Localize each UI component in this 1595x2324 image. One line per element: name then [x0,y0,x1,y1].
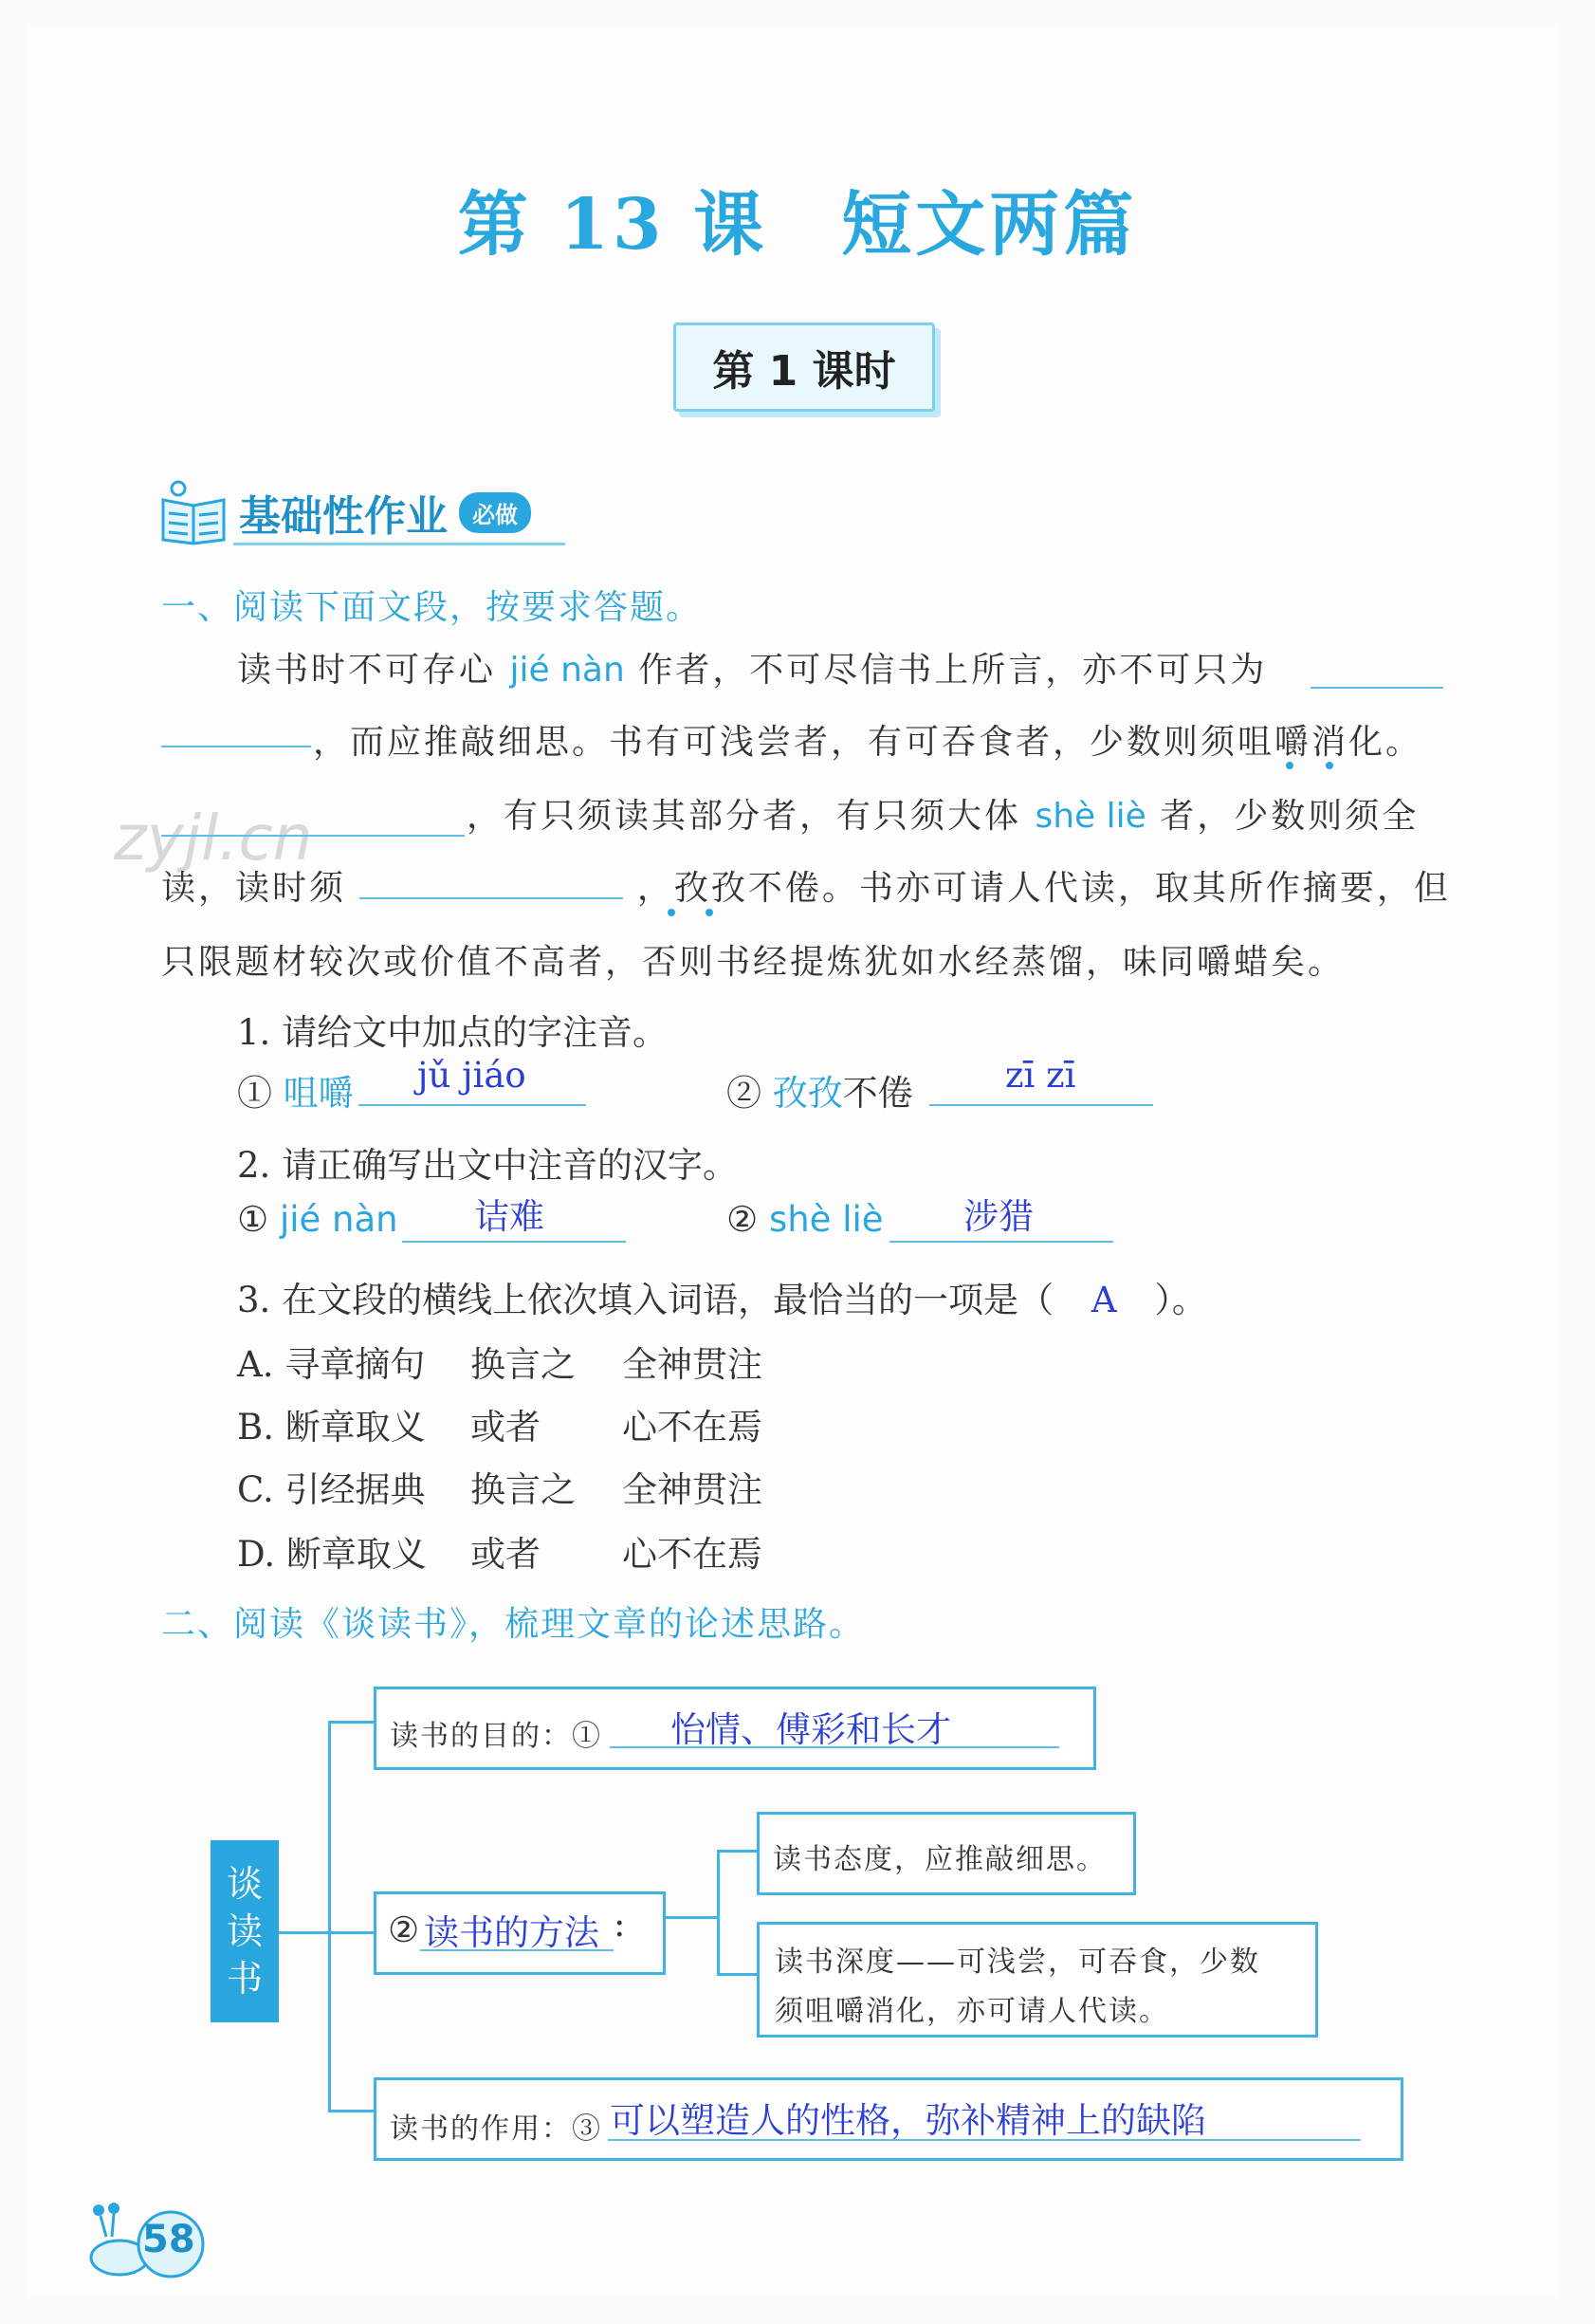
option-words: A. 寻章摘句 [237,1344,426,1385]
option-words: D. 断章取义 [237,1534,427,1575]
connector [328,2110,376,2112]
connector [328,1721,376,1724]
passage-line-4 [161,861,1451,910]
passage-text: 读书时不可存心 [237,651,497,690]
sub-question-2: 2. 请正确写出文中注音的汉字。 [237,1145,739,1186]
answer-underline [610,1703,1059,1748]
option-words: 全神贯注 [622,1344,762,1385]
target-word-rest: 不倦 [842,1073,913,1114]
connector [717,1850,759,1853]
option-words: C. 引经据典 [237,1469,426,1510]
node-text: 读书深度——可浅尝，可吞食，少数 [775,1946,1260,1979]
circle-number: ② [726,1199,759,1240]
answer-underline [608,2095,1361,2141]
page-title: 第 13 课 短文两篇 [457,184,1138,266]
option-words: 或者 [470,1407,541,1448]
book-icon [157,479,231,545]
pinyin-jienan: jié nàn [509,651,625,690]
connector [717,1850,720,1975]
pinyin-prompt: jié nàn [279,1199,398,1240]
node-method [374,1891,666,1975]
node-text: 读书态度，应推敲细思。 [773,1843,1107,1876]
page-number: 58 [142,2218,195,2261]
option-a [237,1336,762,1387]
sub1-item-b [726,1064,913,1116]
must-do-badge: 必做 [459,492,531,533]
option-words: B. 断章取义 [237,1407,426,1448]
option-words: 心不在焉 [622,1534,762,1575]
node-depth [757,1922,1318,2038]
passage-text: 读，读时须 [161,869,347,908]
connector [717,1973,759,1976]
node-label: 读书的作用：③ [390,2112,602,2146]
answer-1a: jǔ jiáo [417,1055,526,1096]
option-words: 或者 [470,1534,541,1575]
passage-line-5: 只限题材较次或价值不高者，否则书经提炼犹如水经蒸馏，味同嚼蜡矣。 [161,943,1346,982]
connector [660,1916,717,1919]
node-effect [374,2077,1403,2161]
connector [328,1931,376,1934]
page-number-badge [82,2199,224,2282]
emphasis-dot [1326,762,1333,769]
passage-text: ，孜孜不倦。书亦可请人代读，取其所作摘要，但 [636,869,1451,908]
passage-text: ，有只须读其部分者，有只须大体 [467,797,1022,836]
watermark: zyjl.cn [114,802,313,875]
circle-number: ② [726,1073,761,1114]
sub1-item-a [237,1064,354,1116]
circle-number: ① [237,1199,269,1240]
center-char: 谈 [226,1863,263,1905]
answer-2b: 涉猎 [963,1196,1034,1237]
blank-2[interactable] [161,804,465,837]
connector-trunk [328,1721,331,2112]
section-underline [233,543,565,545]
question-text: 3. 在文段的横线上依次填入词语，最恰当的一项是（ [237,1280,1054,1320]
passage-line-3 [467,789,1419,838]
question-2-heading: 二、阅读《谈读书》，梳理文章的论述思路。 [161,1605,866,1644]
sub-question-1: 1. 请给文中加点的字注音。 [237,1012,669,1053]
passage-line-1 [237,643,1267,692]
answer-1b: zī zī [1005,1055,1076,1096]
option-words: 换言之 [470,1344,576,1385]
section-header [157,479,531,545]
sub2-item-b [726,1199,884,1240]
circle-number: ① [237,1073,272,1114]
lesson-badge: 第 1 课时 [673,323,935,412]
target-word: 咀嚼 [283,1073,354,1114]
passage-text: 者，少数则须全 [1160,797,1420,836]
center-node [211,1840,279,2022]
option-c [237,1461,762,1512]
node-label: 读书的目的：① [390,1720,602,1753]
sub2-item-a [237,1199,398,1240]
pinyin-shelie: shè liè [1035,797,1146,836]
pinyin-prompt: shè liè [768,1199,884,1240]
node-text: 须咀嚼消化，亦可请人代读。 [775,1995,1169,2028]
target-word: 孜孜 [772,1073,843,1114]
emphasis-dot [706,909,713,916]
option-b [237,1398,762,1449]
option-words: 心不在焉 [622,1407,762,1448]
node-answer: 读书的方法 [424,1912,599,1953]
passage-line-2: ，而应推敲细思。书有可浅尝者，有可吞食者，少数则须咀嚼消化。 [313,723,1423,762]
emphasis-dot [1286,762,1293,769]
answer-2a: 诘难 [474,1196,544,1237]
answer-underline [420,1906,614,1951]
option-words: 全神贯注 [622,1469,762,1510]
node-attitude [757,1812,1136,1895]
node-colon: : [614,1904,626,1945]
blank-1a[interactable] [1311,658,1443,689]
node-purpose [374,1687,1096,1770]
blank-3[interactable] [359,869,623,899]
center-char: 书 [226,1958,263,2000]
node-answer: 怡情、傅彩和长才 [670,1709,951,1750]
option-d [237,1525,762,1577]
center-char: 读 [226,1910,263,1952]
option-words: 换言之 [470,1469,576,1510]
blank-1b[interactable] [161,717,311,747]
emphasis-dot [668,909,675,916]
question-text-end: ）。 [1154,1280,1207,1320]
answer-3: A [1091,1280,1117,1320]
passage-text: 作者，不可尽信书上所言，亦不可只为 [638,651,1268,690]
node-answer: 可以塑造人的性格，弥补精神上的缺陷 [610,2100,1206,2141]
question-1-heading: 一、阅读下面文段，按要求答题。 [161,588,703,627]
circle-number: ② [388,1909,420,1950]
sub-question-3 [237,1271,1207,1322]
section-title: 基础性作业 [239,492,448,541]
connector [279,1931,328,1934]
